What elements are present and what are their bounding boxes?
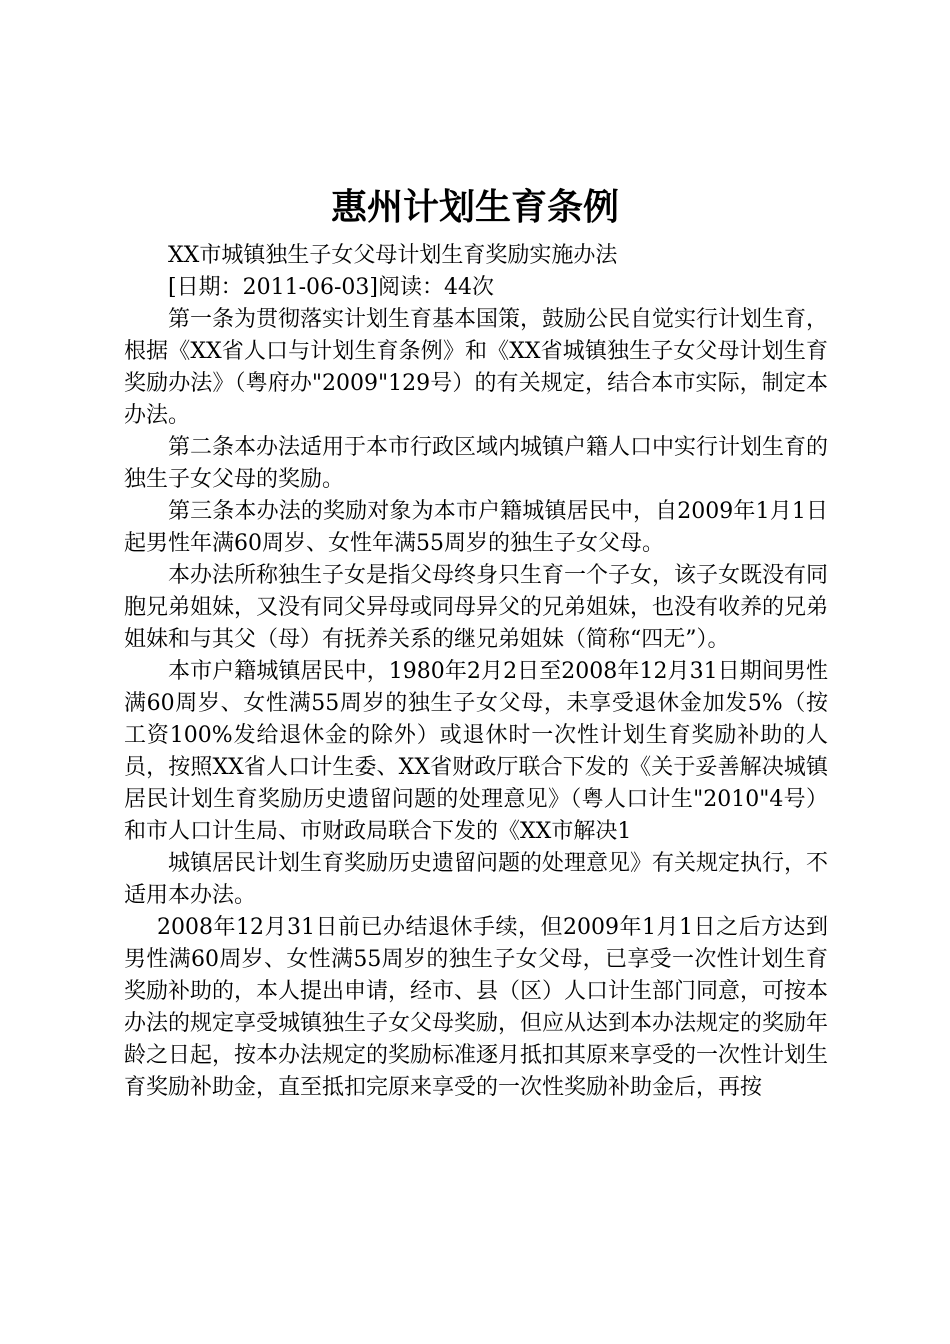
document-title: 惠州计划生育条例 xyxy=(330,187,619,228)
only-child-definition-paragraph: 本办法所称独生子女是指父母终身只生育一个子女，该子女既没有同胞兄弟姐妹，又没有同父异母或同母异父的兄弟姐妹，也没有收养的兄弟姐妹和与其父（母）有抚养关系的继兄弟姐妹（简称“四无”）。 xyxy=(124,563,829,652)
subtitle-paragraph: XX市城镇独生子女父母计划生育奖励实施办法 xyxy=(168,243,618,268)
historical-cases-paragraph: 本市户籍城镇居民中，1980年2月2日至2008年12月31日期间男性满60周岁、女性满55周岁的独生子女父母，未享受退休金加发5%（按工资100%发给退休金的除外）或退休时一次性计划生育奖励补助的人员，按照XX省人口计生委、XX省财政厅联合下发的《关于妥善解决城镇居民计划生育奖励历史遗留问题的处理意见》（粤人口计生"2010"4号）和市人口计生局、市财政局联合下发的《XX市解决1 xyxy=(124,659,828,844)
article-3-paragraph: 第三条本办法的奖励对象为本市户籍城镇居民中，自2009年1月1日起男性年满60周岁、女性年满55周岁的独生子女父母。 xyxy=(124,499,828,556)
article-1-paragraph: 第一条为贯彻落实计划生育基本国策，鼓励公民自觉实行计划生育，根据《XX省人口与计划生育条例》和《XX省城镇独生子女父母计划生育奖励办法》（粤府办"2009"129号）的有关规定，结合本市实际，制定本办法。 xyxy=(124,307,829,428)
article-2-paragraph: 第二条本办法适用于本市行政区域内城镇户籍人口中实行计划生育的独生子女父母的奖励。 xyxy=(124,435,829,492)
continuation-paragraph: 城镇居民计划生育奖励历史遗留问题的处理意见》有关规定执行，不适用本办法。 xyxy=(124,851,829,908)
date-views-paragraph: [日期：2011-06-03]阅读：44次 xyxy=(168,275,495,300)
document-body xyxy=(124,240,828,1104)
retired-before-2009-paragraph: 2008年12月31日前已办结退休手续，但2009年1月1日之后方达到男性满60周岁、女性满55周岁的独生子女父母，已享受一次性计划生育奖励补助的，本人提出申请，经市、县（区）人口计生部门同意，可按本办法的规定享受城镇独生子女父母奖励，但应从达到本办法规定的奖励年龄之日起，按本办法规定的奖励标准逐月抵扣其原来享受的一次性计划生育奖励补助金，直至抵扣完原来享受的一次性奖励补助金后，再按 xyxy=(124,915,829,1100)
